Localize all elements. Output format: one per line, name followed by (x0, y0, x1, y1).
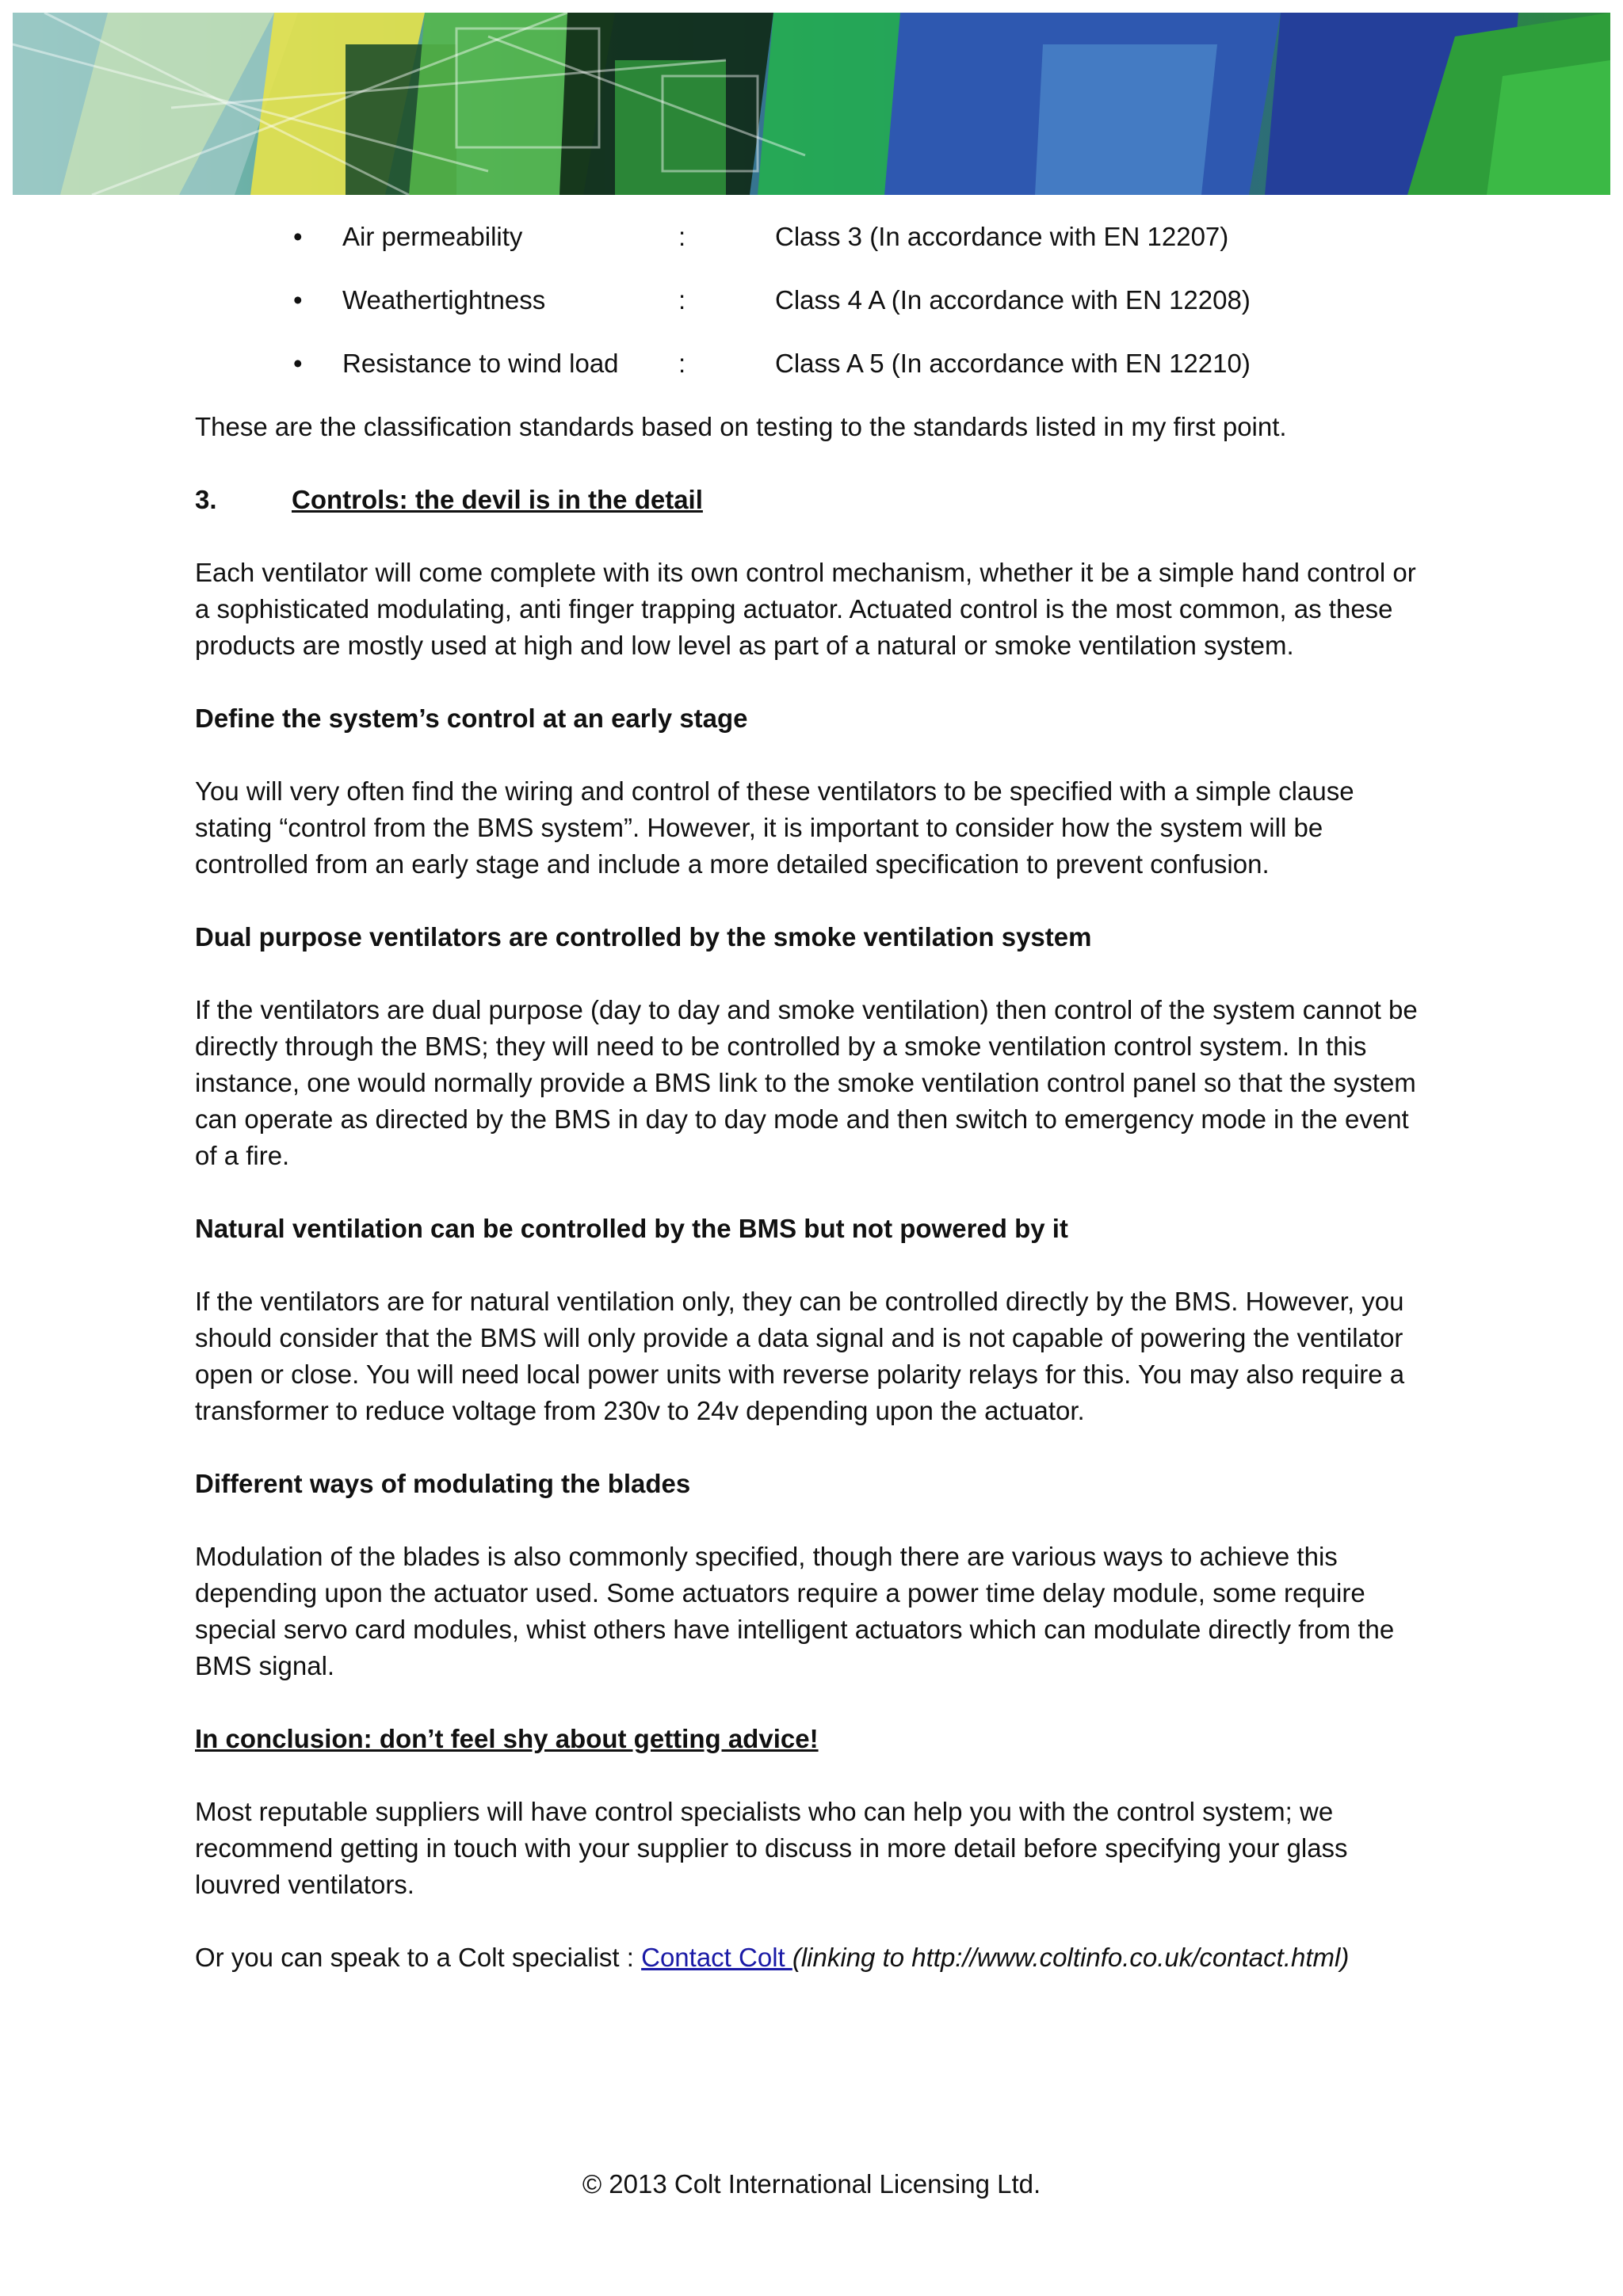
document-body (195, 219, 1431, 2012)
spec-item (195, 219, 1431, 255)
contact-url-note: (linking to http://www.coltinfo.co.uk/contact.html) (792, 1943, 1350, 1972)
paragraph-modulating: Modulation of the blades is also commonly specified, though there are various ways to achieve this depending upon the actuator used. Some actuators require a power time delay module, some require special servo card modules, whist others have intelligent actuators which can modulate directly from the BMS signal. (195, 1542, 1395, 1680)
paragraph-control-mechanism: Each ventilator will come complete with its own control mechanism, whether it be a simple hand control or a sophisticated modulating, anti finger trapping actuator. Actuated control is the most common, as these products are mostly used at high and low level as part of a natural or smoke ventilation system. (195, 558, 1416, 660)
spec-label: Weathertightness (342, 285, 546, 315)
section-title: Controls: the devil is in the detail (292, 485, 703, 514)
paragraph-natural-ventilation: If the ventilators are for natural ventilation only, they can be controlled directly by the BMS. However, you should consider that the BMS will only provide a data signal and is not capable of powering the ventilator open or close. You will need local power units with reverse polarity relays for this. You may also require a transformer to reduce voltage from 230v to 24v depending upon the actuator. (195, 1287, 1405, 1425)
contact-colt-link[interactable]: Contact Colt (641, 1943, 792, 1972)
paragraph-dual-purpose: If the ventilators are dual purpose (day to day and smoke ventilation) then control of the system cannot be directly through the BMS; they will need to be controlled by a smoke ventilation control system. In this instance, one would normally provide a BMS link to the smoke ventilation control panel so that the system can operate as directed by the BMS in day to day mode and then switch to emergency mode in the event of a fire. (195, 995, 1418, 1170)
conclusion-heading: In conclusion: don’t feel shy about getting advice! (195, 1724, 819, 1753)
spec-item (195, 345, 1431, 382)
spec-value: Class A 5 (In accordance with EN 12210) (775, 349, 1251, 378)
paragraph-wiring: You will very often find the wiring and control of these ventilators to be specified with a simple clause stating “control from the BMS system”. However, it is important to consider how the system will be controlled from an early stage and include a more detailed specification to prevent confusion. (195, 776, 1354, 879)
bullet-icon: • (293, 285, 303, 315)
spec-label: Resistance to wind load (342, 349, 619, 378)
subheading-dual-purpose: Dual purpose ventilators are controlled by the smoke ventilation system (195, 922, 1092, 952)
spec-label: Air permeability (342, 222, 523, 251)
bullet-icon: • (293, 222, 303, 251)
spec-value: Class 3 (In accordance with EN 12207) (775, 222, 1229, 251)
spec-colon: : (678, 285, 686, 315)
bullet-icon: • (293, 349, 303, 378)
spec-list (195, 219, 1431, 382)
subheading-modulating: Different ways of modulating the blades (195, 1469, 691, 1498)
spec-colon: : (678, 222, 686, 251)
spec-item (195, 282, 1431, 318)
subheading-natural-ventilation: Natural ventilation can be controlled by the BMS but not powered by it (195, 1214, 1068, 1243)
header-banner-image (13, 13, 1610, 195)
section-heading (195, 482, 1431, 518)
section-number: 3. (195, 485, 217, 514)
contact-line (195, 1939, 1431, 1976)
spec-value: Class 4 A (In accordance with EN 12208) (775, 285, 1251, 315)
copyright-footer: © 2013 Colt International Licensing Ltd. (582, 2169, 1041, 2199)
paragraph-suppliers: Most reputable suppliers will have control specialists who can help you with the control system; we recommend getting in touch with your supplier to discuss in more detail before specifying your glass louvred ventilators. (195, 1797, 1348, 1899)
contact-prefix: Or you can speak to a Colt specialist : (195, 1943, 642, 1972)
subheading-define-control: Define the system’s control at an early stage (195, 704, 748, 733)
intro-paragraph: These are the classification standards based on testing to the standards listed in my first point. (195, 412, 1287, 441)
spec-colon: : (678, 349, 686, 378)
